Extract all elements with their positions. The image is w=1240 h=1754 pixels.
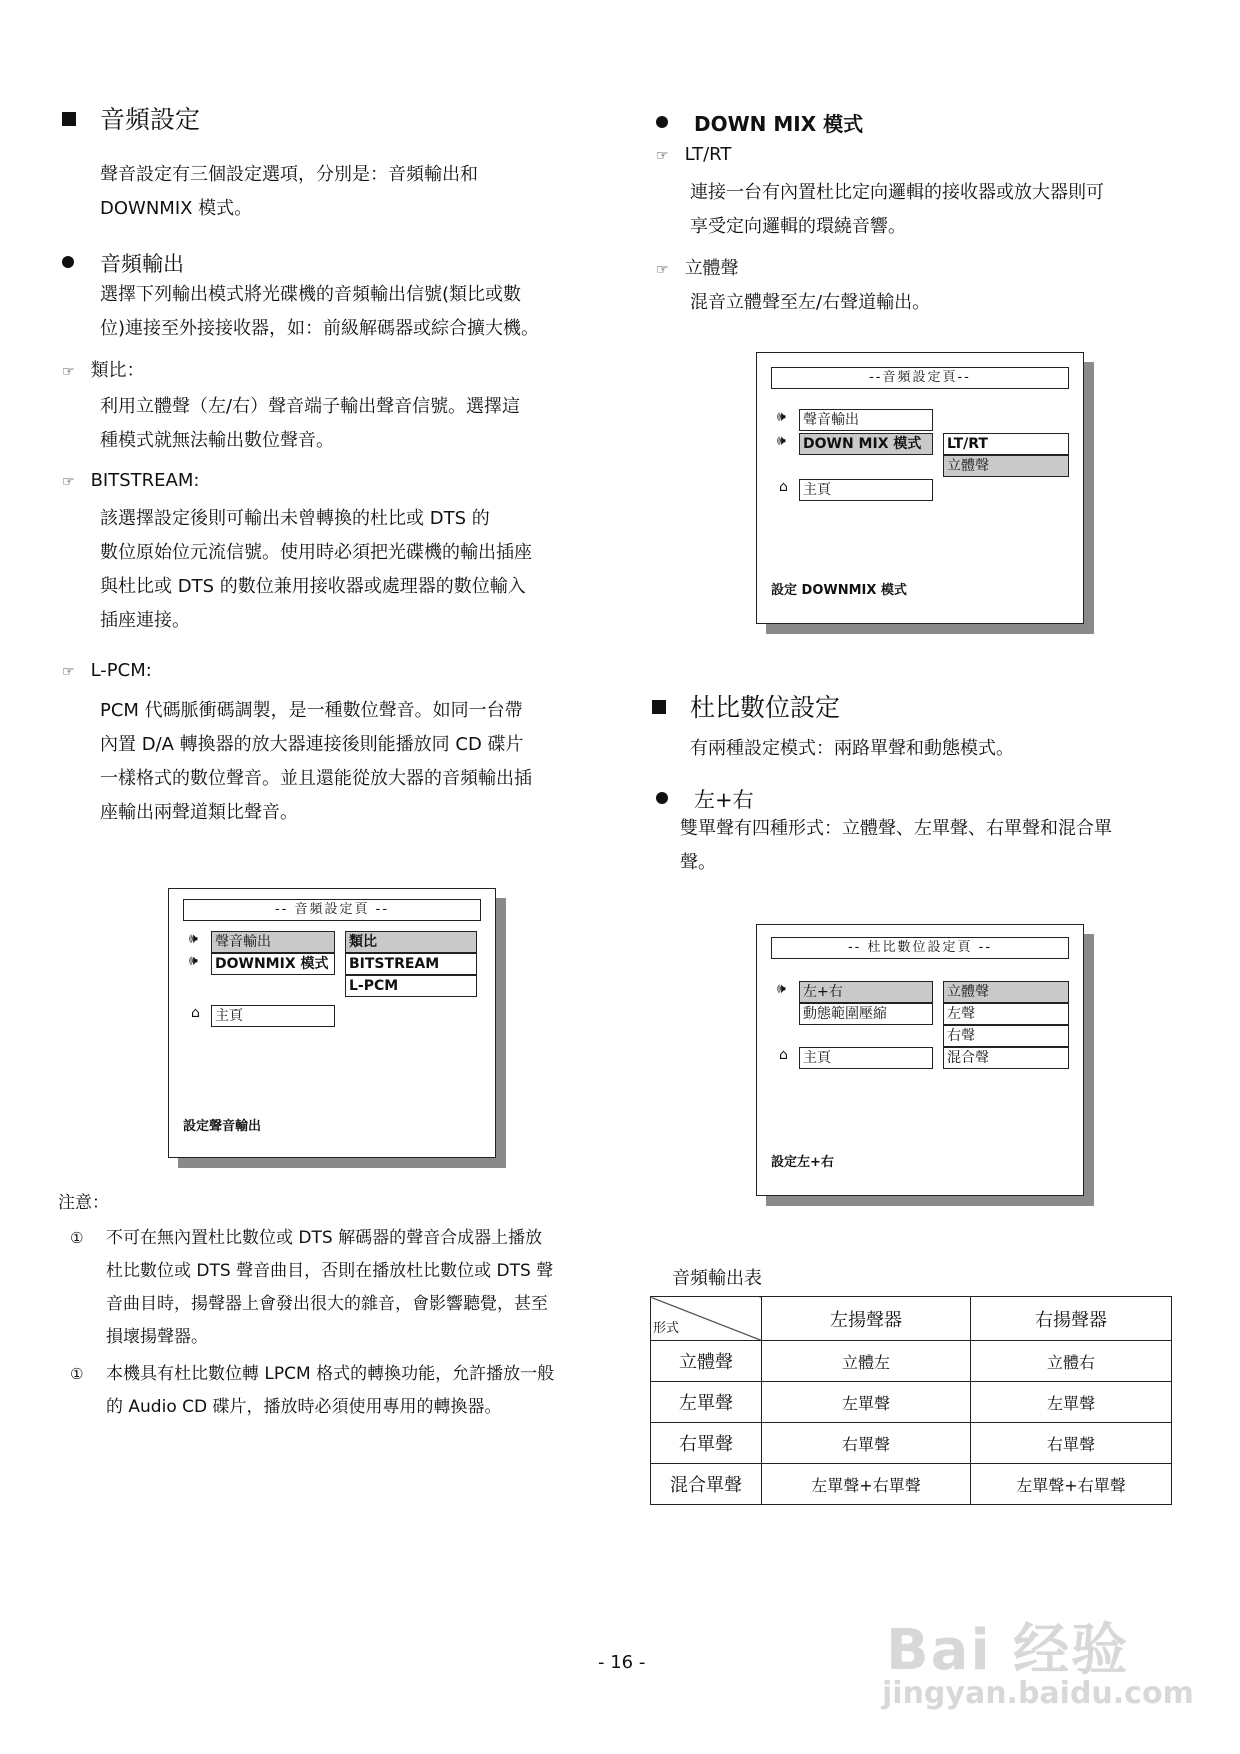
table-cell: 左單聲 (651, 1382, 762, 1423)
table-cell: 立體右 (971, 1341, 1172, 1382)
audio-output-heading: 音頻輸出 (62, 248, 184, 278)
audio-setup-screen (168, 888, 496, 1158)
table-cell: 右單聲 (762, 1423, 971, 1464)
table-row (651, 1382, 1172, 1423)
dual-mono-heading: 左+右 (656, 784, 754, 814)
home-icon: ⌂ (779, 479, 788, 495)
table-cell: 右單聲 (651, 1423, 762, 1464)
screen-status: 設定聲音輸出 (183, 1119, 262, 1134)
table-corner-cell: 形式 (651, 1297, 762, 1341)
speaker-icon: 🕪 (777, 409, 786, 425)
menu-item-audio-output[interactable]: 聲音輸出 (211, 931, 335, 953)
lpcm-label-row: ☞ L-PCM: (62, 660, 152, 681)
table-row (651, 1423, 1172, 1464)
option-stereo[interactable]: 立體聲 (943, 981, 1069, 1003)
table-cell: 左單聲+右單聲 (762, 1464, 971, 1505)
audio-output-table (650, 1296, 1172, 1505)
table-cell: 混合單聲 (651, 1464, 762, 1505)
table-cell: 左單聲 (971, 1382, 1172, 1423)
notes-title: 注意： (58, 1193, 109, 1213)
home-icon: ⌂ (191, 1005, 200, 1021)
table-row (651, 1341, 1172, 1382)
dolby-setup-screen (756, 924, 1084, 1196)
option-bitstream[interactable]: BITSTREAM (345, 953, 477, 975)
speaker-icon: 🕪 (777, 981, 786, 997)
pointing-hand-icon: ☞ (62, 364, 75, 380)
dolby-digital-heading: 杜比數位設定 (652, 688, 840, 724)
screen-status: 設定 DOWNMIX 模式 (771, 583, 907, 598)
menu-item-audio-output[interactable]: 聲音輸出 (799, 409, 933, 431)
table-caption: 音頻輸出表 (672, 1268, 762, 1289)
square-bullet-icon (652, 700, 666, 714)
screen-title: -- 杜比數位設定頁 -- (771, 937, 1069, 959)
option-lpcm[interactable]: L-PCM (345, 975, 477, 997)
page-number: - 16 - (598, 1652, 646, 1673)
bullet-dot-icon (656, 116, 668, 128)
stereo-desc: 混音立體聲至左/右聲道輸出。 (690, 292, 931, 313)
square-bullet-icon (62, 112, 76, 126)
option-stereo[interactable]: 立體聲 (943, 455, 1069, 477)
menu-item-home[interactable]: 主頁 (799, 1047, 933, 1069)
table-row (651, 1464, 1172, 1505)
menu-item-home[interactable]: 主頁 (211, 1005, 335, 1027)
bullet-dot-icon (656, 792, 668, 804)
screen-status: 設定左+右 (771, 1155, 834, 1170)
baidu-watermark-url: jingyan.baidu.com (882, 1676, 1194, 1711)
pointing-hand-icon: ☞ (656, 148, 669, 164)
downmix-setup-screen (756, 352, 1084, 624)
menu-item-home[interactable]: 主頁 (799, 479, 933, 501)
note-bullet-icon: ① (70, 1229, 84, 1247)
note-bullet-icon: ① (70, 1365, 84, 1383)
table-cell: 左單聲 (762, 1382, 971, 1423)
dolby-intro: 有兩種設定模式：兩路單聲和動態模式。 (690, 738, 1014, 759)
note-1: ① 不可在無內置杜比數位或 DTS 解碼器的聲音合成器上播放 杜比數位或 DTS 聲音曲目，否則在播放杜比數位或 DTS 聲 音曲目時，揚聲器上會發出很大的雜音，會影響聽覺，甚至 損壞揚聲器。 (70, 1222, 636, 1354)
note-2: ① 本機具有杜比數位轉 LPCM 格式的轉換功能，允許播放一般 的 Audio CD 碟片，播放時必須使用專用的轉換器。 (70, 1358, 636, 1424)
pointing-hand-icon: ☞ (656, 262, 669, 278)
analog-label-row: ☞ 類比： (62, 360, 145, 381)
table-header-cell: 左揚聲器 (762, 1297, 971, 1341)
bitstream-label-row: ☞ BITSTREAM: (62, 470, 200, 491)
dual-mono-desc: 雙單聲有四種形式：立體聲、左單聲、右單聲和混合單 聲。 (680, 818, 1112, 873)
option-analog[interactable]: 類比 (345, 931, 477, 953)
table-cell: 右單聲 (971, 1423, 1172, 1464)
pointing-hand-icon: ☞ (62, 664, 75, 680)
screen-title: --音頻設定頁-- (771, 367, 1069, 389)
menu-item-drc[interactable]: 動態範圍壓縮 (799, 1003, 933, 1025)
screen-title: -- 音頻設定頁 -- (183, 899, 481, 921)
baidu-watermark-logo: Bai 经验 (886, 1618, 1130, 1683)
menu-item-downmix[interactable]: DOWN MIX 模式 (799, 433, 933, 455)
audio-settings-intro: 聲音設定有三個設定選項，分別是：音頻輸出和 DOWNMIX 模式。 (100, 164, 478, 219)
audio-output-desc: 選擇下列輸出模式將光碟機的音頻輸出信號(類比或數 位)連接至外接接收器，如：前級解碼器或綜合擴大機。 (100, 284, 540, 339)
table-cell: 左單聲+右單聲 (971, 1464, 1172, 1505)
option-right-mono[interactable]: 右聲 (943, 1025, 1069, 1047)
table-cell: 立體左 (762, 1341, 971, 1382)
speaker-icon: 🕪 (777, 433, 786, 449)
option-ltrt[interactable]: LT/RT (943, 433, 1069, 455)
table-cell: 立體聲 (651, 1341, 762, 1382)
lpcm-desc: PCM 代碼脈衝碼調製，是一種數位聲音。如同一台帶 內置 D/A 轉換器的放大器連接後則能播放同 CD 碟片 一樣格式的數位聲音。並且還能從放大器的音頻輸出插 座輸出兩聲道類比聲音。 (100, 700, 532, 823)
home-icon: ⌂ (779, 1047, 788, 1063)
bullet-dot-icon (62, 256, 74, 268)
audio-settings-heading: 音頻設定 (62, 100, 200, 136)
menu-item-dual-mono[interactable]: 左+右 (799, 981, 933, 1003)
table-header-row (651, 1297, 1172, 1341)
pointing-hand-icon: ☞ (62, 474, 75, 490)
menu-item-downmix[interactable]: DOWNMIX 模式 (211, 953, 335, 975)
downmix-heading: DOWN MIX 模式 (656, 108, 863, 137)
bitstream-desc: 該選擇設定後則可輸出未曾轉換的杜比或 DTS 的 數位原始位元流信號。使用時必須把光碟機的輸出插座 與杜比或 DTS 的數位兼用接收器或處理器的數位輸入 插座連接。 (100, 508, 532, 631)
analog-desc: 利用立體聲（左/右）聲音端子輸出聲音信號。選擇這 種模式就無法輸出數位聲音。 (100, 396, 521, 451)
speaker-icon: 🕪 (189, 931, 198, 947)
ltrt-label-row: ☞ LT/RT (656, 144, 732, 165)
option-left-mono[interactable]: 左聲 (943, 1003, 1069, 1025)
table-header-cell: 右揚聲器 (971, 1297, 1172, 1341)
stereo-label-row: ☞ 立體聲 (656, 258, 739, 279)
option-mixed-mono[interactable]: 混合聲 (943, 1047, 1069, 1069)
ltrt-desc: 連接一台有內置杜比定向邏輯的接收器或放大器則可 享受定向邏輯的環繞音響。 (690, 182, 1104, 237)
speaker-icon: 🕪 (189, 953, 198, 969)
